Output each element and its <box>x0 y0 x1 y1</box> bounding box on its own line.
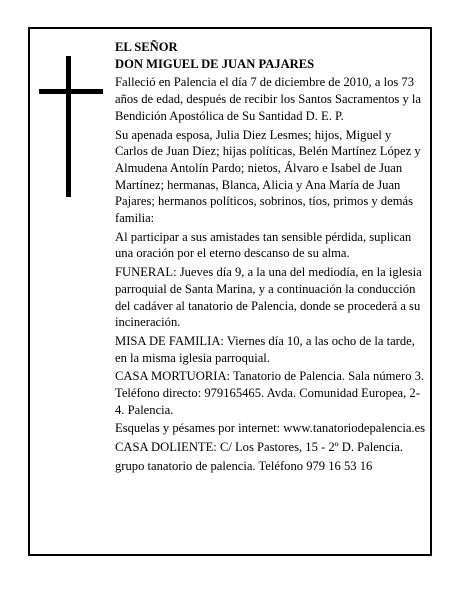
deceased-name: DON MIGUEL DE JUAN PAJARES <box>115 56 315 71</box>
funeral-paragraph: FUNERAL: Jueves día 9, a la una del mediodía, en la iglesia parroquial de Santa Marina, y a continuación la conducción del cadáver al tanatorio de Palencia, donde se procederá a su incineración. <box>115 265 422 330</box>
internet-paragraph: Esquelas y pésames por internet: www.tanatoriodepalencia.es <box>115 421 426 436</box>
obituary-text <box>115 39 427 477</box>
footer-line: grupo tanatorio de palencia. Teléfono 979 16 53 16 <box>115 458 373 473</box>
cross-horizontal-bar <box>39 89 103 94</box>
mass-paragraph: MISA DE FAMILIA: Viernes día 10, a las ocho de la tarde, en la misma iglesia parroquial. <box>115 333 415 365</box>
title-line-1: EL SEÑOR <box>115 40 178 54</box>
request-paragraph: Al participar a sus amistades tan sensible pérdida, suplican una oración por el eterno descanso de su alma. <box>115 229 412 261</box>
cross-icon <box>39 56 103 197</box>
death-paragraph: Falleció en Palencia el día 7 de diciembre de 2010, a los 73 años de edad, después de recibir los Santos Sacramentos y la Bendición Apostólica de Su Santidad D. E. P. <box>115 75 422 123</box>
mourning-house-paragraph: CASA DOLIENTE: C/ Los Pastores, 15 - 2º D. Palencia. <box>115 440 403 455</box>
family-paragraph: Su apenada esposa, Julia Diez Lesmes; hijos, Miguel y Carlos de Juan Diez; hijas políticas, Belén Martínez López y Almudena Antolín Pardo; nietos, Álvaro e Isabel de Juan Martínez; hermanas, Blanca, Alicia y Ana María de Juan Pajares; hermanos políticos, sobrinos, tíos, primos y demás familia: <box>115 127 421 226</box>
cross-vertical-bar <box>66 56 71 197</box>
mortuary-paragraph: CASA MORTUORIA: Tanatorio de Palencia. Sala número 3. Teléfono directo: 979165465. Avda. Comunidad Europea, 2-4. Palencia. <box>115 369 425 417</box>
